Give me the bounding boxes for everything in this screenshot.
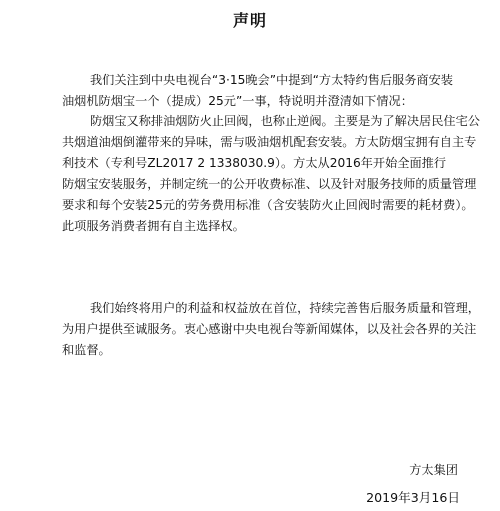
paragraph-line: 和监督。 <box>62 343 111 357</box>
paragraph-line: 防烟宝又称排油烟防火止回阀，也称止逆阀。主要是为了解决居民住宅公 <box>90 114 480 128</box>
paragraph-line: 此项服务消费者拥有自主选择权。 <box>62 219 245 233</box>
paragraph-2 <box>62 111 480 237</box>
paragraph-1 <box>62 70 472 112</box>
paragraph-line: 油烟机防烟宝一个（提成）25元”一事，特说明并澄清如下情况： <box>62 94 413 108</box>
signature-date: 2019年3月16日 <box>366 490 460 505</box>
paragraph-line: 我们始终将用户的利益和权益放在首位，持续完善售后服务质量和管理， <box>90 301 480 315</box>
paragraph-line: 共烟道油烟倒灌带来的异味，需与吸油烟机配套安装。方太防烟宝拥有自主专 <box>62 135 477 149</box>
paragraph-line: 防烟宝安装服务，并制定统一的公开收费标准、以及针对服务技师的质量管理 <box>62 177 477 191</box>
paragraph-3 <box>62 298 480 361</box>
document-title: 声明 <box>232 11 267 30</box>
paragraph-line: 我们关注到中央电视台“3·15晚会”中提到“方太特约售后服务商安装 <box>90 73 453 87</box>
signature-organization: 方太集团 <box>409 463 458 477</box>
paragraph-line: 利技术（专利号ZL2017 2 1338030.9）。方太从2016年开始全面推行 <box>62 156 447 170</box>
paragraph-line: 要求和每个安装25元的劳务费用标准（含安装防火止回阀时需要的耗材费）。 <box>62 198 474 212</box>
paragraph-line: 为用户提供至诚服务。衷心感谢中央电视台等新闻媒体，以及社会各界的关注 <box>62 322 477 336</box>
